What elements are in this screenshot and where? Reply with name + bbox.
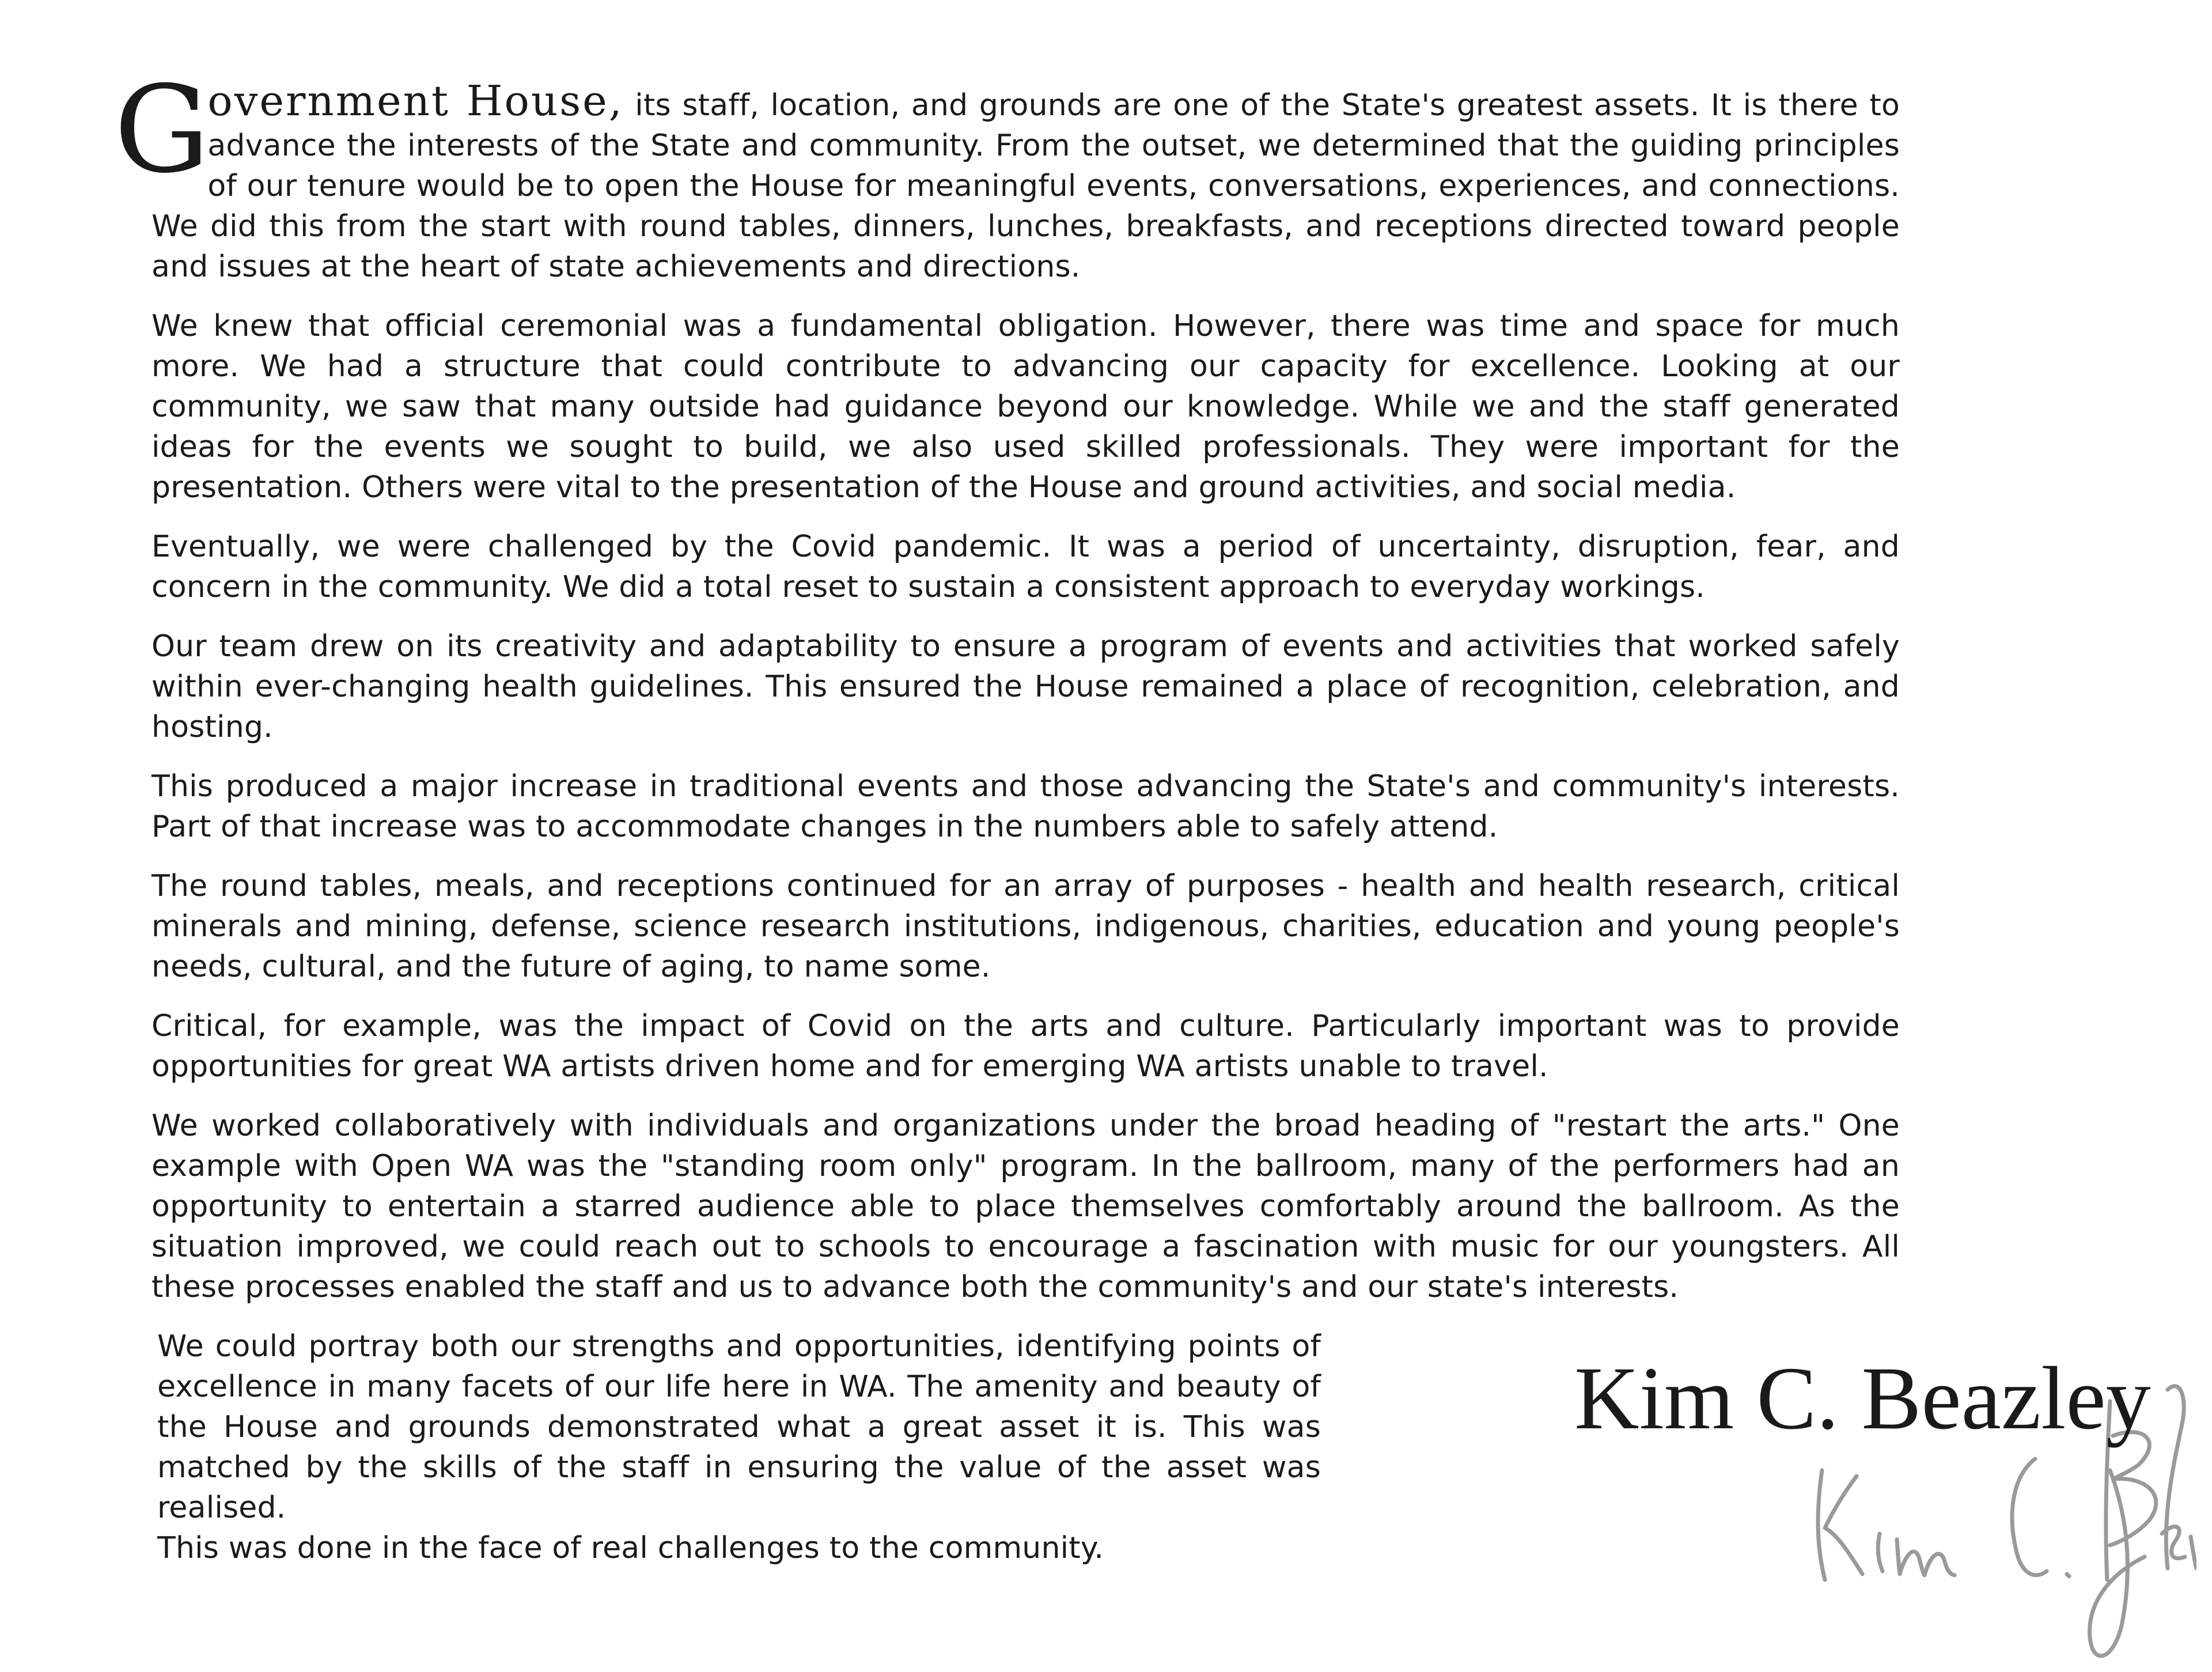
paragraph: Eventually, we were challenged by the Covid pandemic. It was a period of uncertainty, disruption, fear, and concern in the community. We did a total reset to sustain a consistent approach to everyday workings. (151, 529, 1900, 604)
paragraph: Critical, for example, was the impact of Covid on the arts and culture. Particularly important was to provide opportunities for great WA artists driven home and for emerging WA artists unable to travel. (151, 1009, 1900, 1084)
drop-cap: G (114, 60, 210, 200)
paragraph: Our team drew on its creativity and adaptability to ensure a program of events and activities that worked safely within ever-changing health guidelines. This ensured the House remained a place of recognition, celebration, and hosting. (151, 629, 1900, 744)
closing-text: We could portray both our strengths and opportunities, identifying points of excellence in many facets of our life here in WA. The amenity and beauty of the House and grounds demonstrated what a great asset it is. This was matched by the skills of the staff in ensuring the value of the asset was realised. (157, 1329, 1321, 1525)
printed-name: Kim C. Beazley (1574, 1348, 2151, 1448)
paragraph: This produced a major increase in traditional events and those advancing the State's and community's interests. Part of that increase was to accommodate changes in the numbers able to safely attend. (151, 769, 1900, 844)
paragraph-text: its staff, location, and grounds are one of the State's greatest assets. It is there to advance the interests of the State and community. From the outset, we determined that the guiding principles of our tenure would be to open the House for meaningful events, conversations, experiences, and connections. We did this from the start with round tables, dinners, lunches, breakfasts, and receptions directed toward people and issues at the heart of state achievements and directions. (151, 88, 1900, 284)
closing-paragraph (157, 1326, 1321, 1568)
closing-section (151, 1326, 2151, 1672)
paragraph: We knew that official ceremonial was a fundamental obligation. However, there was time and space for much more. We had a structure that could contribute to advancing our capacity for excellence. Looking at our community, we saw that many outside had guidance beyond our knowledge. While we and the staff generated ideas for the events we sought to build, we also used skilled professionals. They were important for the presentation. Others were vital to the presentation of the House and ground activities, and social media. (151, 309, 1900, 505)
lead-words: overnment House, (207, 77, 624, 125)
signature-block (1419, 1326, 2196, 1672)
paragraph: The round tables, meals, and receptions continued for an array of purposes - health and health research, critical minerals and mining, defense, science research institutions, indigenous, charities, education and young people's needs, cultural, and the future of aging, to name some. (151, 869, 1900, 984)
closing-text-last-line: This was done in the face of real challenges to the community. (157, 1531, 1104, 1565)
letter-body (114, 60, 2151, 1672)
opening-paragraph (114, 60, 1900, 287)
paragraph: We worked collaboratively with individuals and organizations under the broad heading of "restart the arts." One example with Open WA was the "standing room only" program. In the ballroom, many of the performers had an opportunity to entertain a starred audience able to place themselves comfortably around the ballroom. As the situation improved, we could reach out to schools to encourage a fascination with music for our youngsters. All these processes enabled the staff and us to advance both the community's and our state's interests. (151, 1109, 1900, 1304)
